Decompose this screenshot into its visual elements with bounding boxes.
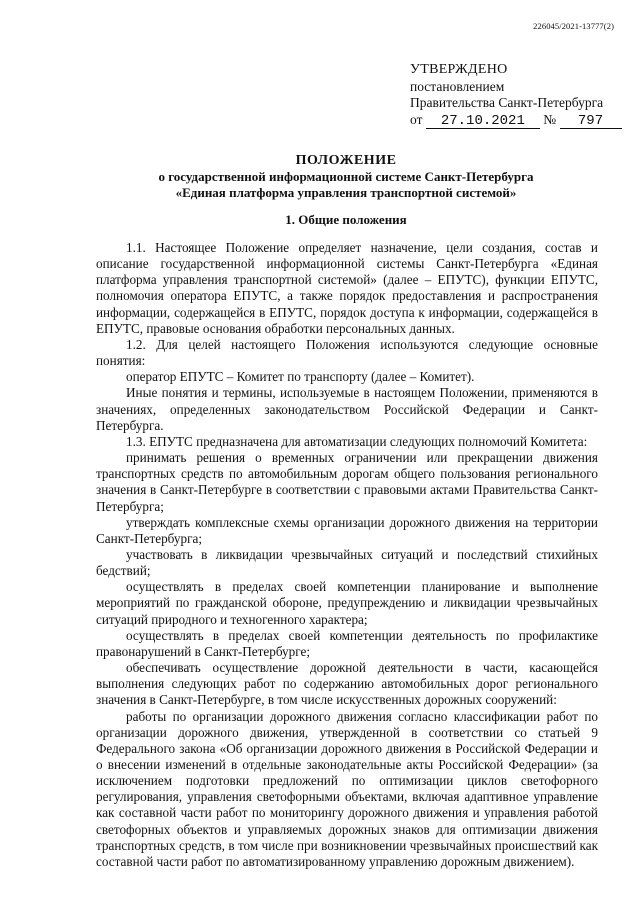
list-item-schemes: утверждать комплексные схемы организации дорожного движения на территории Санкт-Петербурга;	[96, 514, 598, 546]
approval-date: 27.10.2021	[426, 114, 540, 129]
paragraph-1-3: 1.3. ЕПУТС предназначена для автоматизации следующих полномочий Комитета:	[126, 433, 588, 449]
list-item-restrictions: принимать решения о временных ограничении или прекращении движения транспортных средств по автомобильным дорогам общего пользования регионального значения в Санкт-Петербурге в соответствии с правовыми актами Правительства Санкт-Петербурга;	[96, 450, 598, 514]
paragraph-operator: оператор ЕПУТС – Комитет по транспорту (далее – Комитет).	[126, 369, 475, 385]
list-item-prevention: осуществлять в пределах своей компетенции деятельность по профилактике правонарушений в Санкт-Петербурге;	[96, 627, 598, 659]
paragraph-terms: Иные понятия и термины, используемые в настоящем Положении, применяются в значениях, определенных законодательством Российской Федерации и Санкт-Петербурга.	[96, 385, 598, 433]
document-id: 226045/2021-13777(2)	[533, 21, 614, 31]
approval-stamp	[410, 62, 610, 129]
from-label: от	[410, 111, 423, 127]
list-item-emergencies: участвовать в ликвидации чрезвычайных ситуаций и последствий стихийных бедствий;	[96, 546, 598, 579]
number-label: №	[543, 111, 557, 127]
approval-line-resolution: постановлением	[410, 78, 505, 94]
paragraph-1-1: 1.1. Настоящее Положение определяет назначение, цели создания, состав и описание государственной информационной системы Санкт-Петербурга «Единая платформа управления транспортной системой» (далее – ЕПУТС), функции ЕПУТС, полномочия оператора ЕПУТС, а также порядок предоставления и распространения информации, содержащейся в ЕПУТС, порядок доступа к информации, содержащейся в ЕПУТС, правовые основания обработки персональных данных.	[96, 240, 598, 336]
list-item-road-activity: обеспечивать осуществление дорожной деятельности в части, касающейся выполнения следующих работ по содержанию автомобильных дорог регионального значения в Санкт-Петербурге, в том числе искусственных дорожных сооружений:	[96, 660, 598, 708]
approval-number: 797	[560, 114, 622, 129]
title-line-1: ПОЛОЖЕНИЕ	[295, 153, 397, 168]
title-line-3: «Единая платформа управления транспортной системой»	[175, 185, 517, 200]
list-item-traffic-works: работы по организации дорожного движения согласно классификации работ по организации дорожного движения, утвержденной в соответствии со статьей 9 Федерального закона «Об организации дорожного движения в Российской Федерации и о внесении изменений в отдельные законодательные акты Российской Федерации» (за исключением подготовки предложений по оптимизации циклов светофорного регулирования, управления светофорными объектами, включая адаптивное управление как составной части работ по мониторингу дорожного движения и управления работой светофорных объектов и управляемых дорожных знаков для оптимизации движения транспортных средств, в том числе при возникновении чрезвычайных происшествий как составной части работ по автоматизированному управлению дорожным движением).	[96, 708, 598, 869]
list-item-civil-defense: осуществлять в пределах своей компетенции планирование и выполнение мероприятий по гражданской обороне, предупреждению и ликвидации чрезвычайных ситуаций природного и техногенного характера;	[96, 579, 598, 627]
document-body	[96, 240, 598, 870]
document-title	[96, 152, 596, 201]
approval-line-date-number	[410, 112, 610, 129]
title-line-2: о государственной информационной системе Санкт-Петербурга	[158, 169, 534, 184]
paragraph-1-2: 1.2. Для целей настоящего Положения используются следующие основные понятия:	[96, 336, 598, 369]
approval-heading: УТВЕРЖДЕНО	[410, 62, 508, 77]
section-heading: 1. Общие положения	[285, 212, 407, 227]
approval-line-government: Правительства Санкт-Петербурга	[410, 95, 604, 110]
